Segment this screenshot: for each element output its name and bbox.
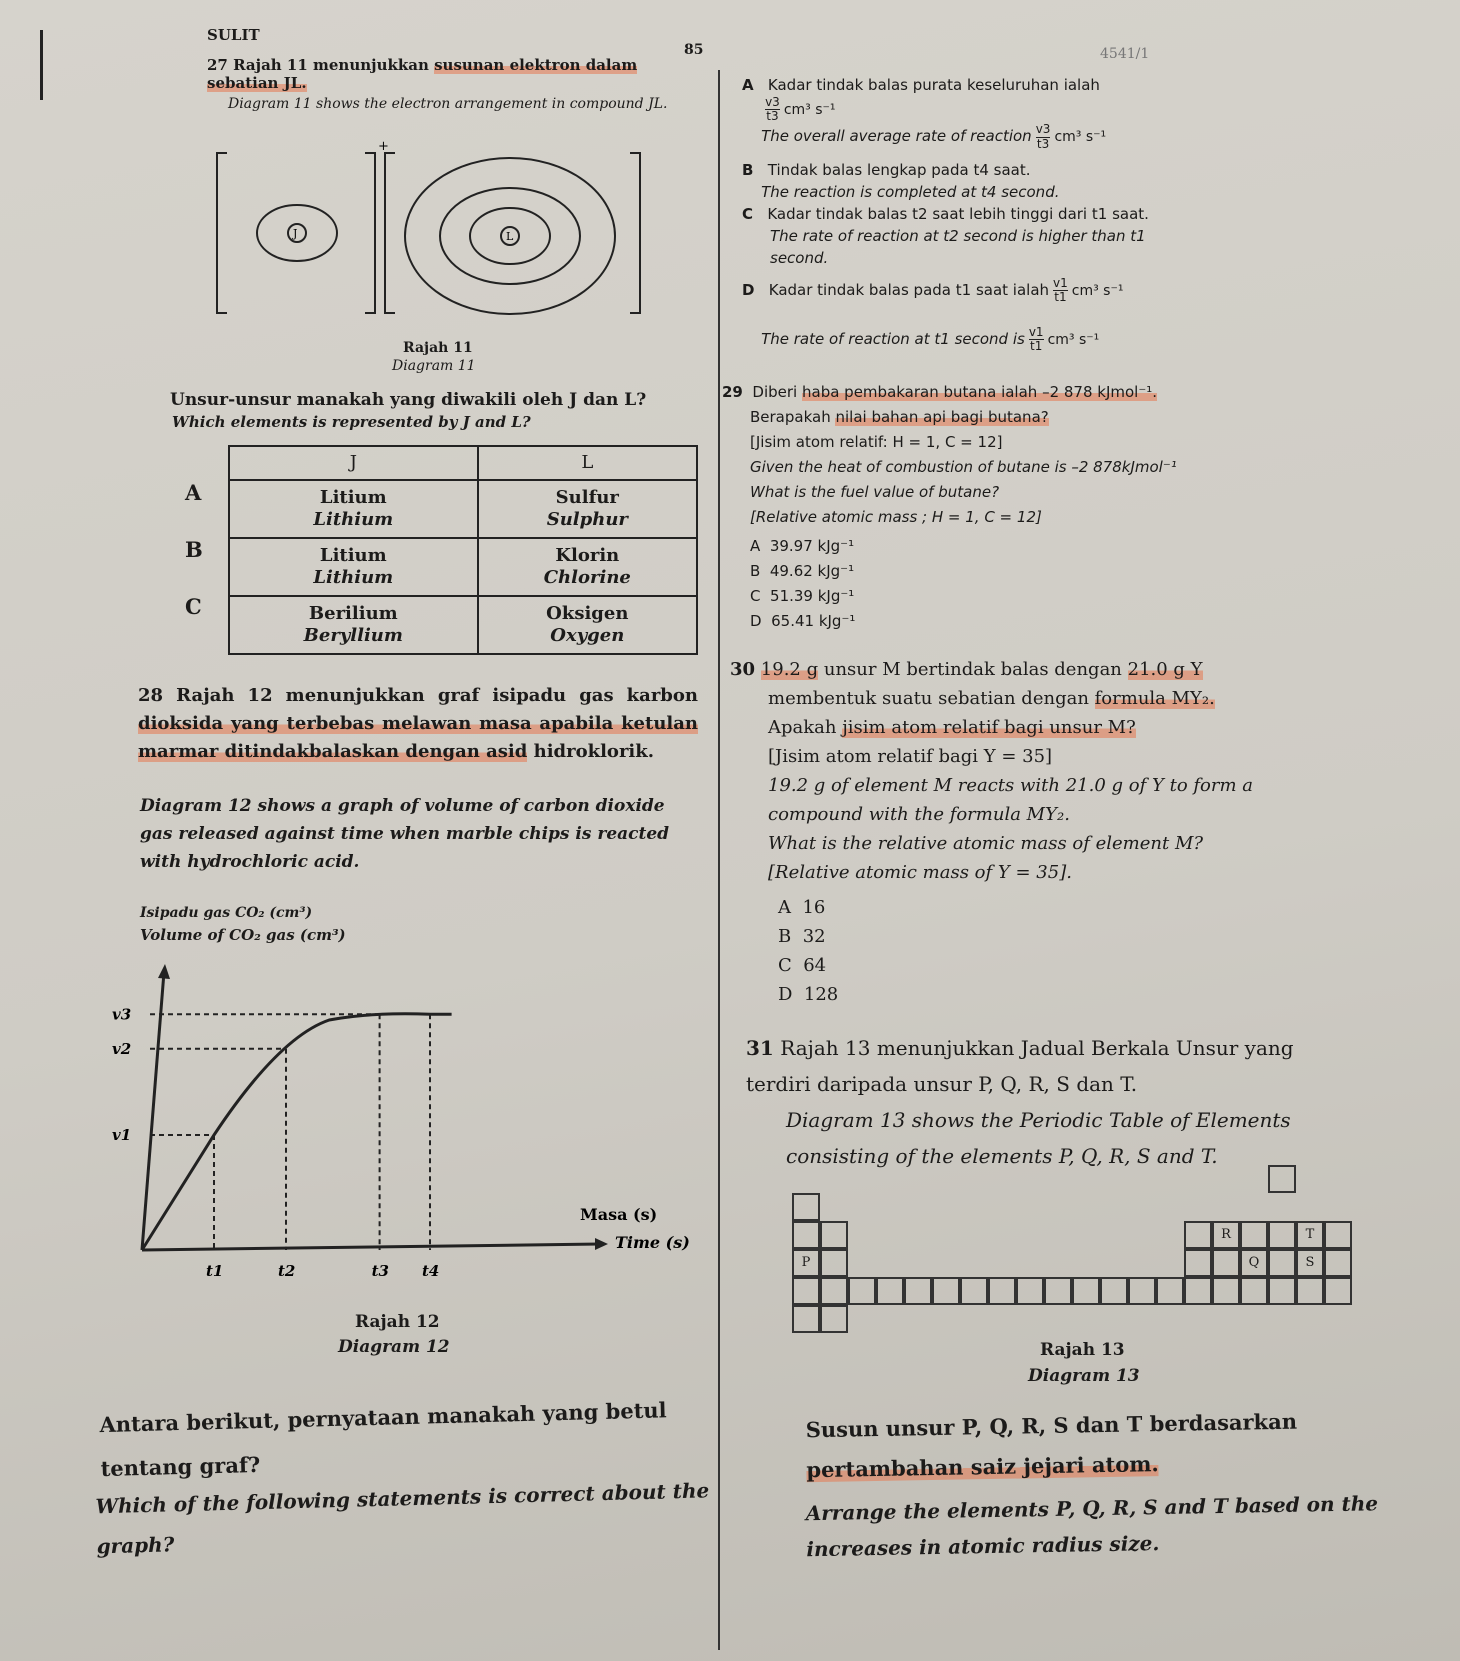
table-cell <box>820 1221 848 1249</box>
x-axis <box>142 1244 600 1250</box>
q30-option-a[interactable]: A 16 <box>778 897 826 918</box>
table-cell <box>1268 1249 1296 1277</box>
table-cell <box>988 1277 1016 1305</box>
table-cell <box>1016 1277 1044 1305</box>
table-cell <box>960 1277 988 1305</box>
element-p: P <box>792 1249 820 1277</box>
table-cell <box>1044 1277 1072 1305</box>
table-cell <box>1268 1277 1296 1305</box>
q30-option-d[interactable]: D 128 <box>778 984 839 1005</box>
sulit-label: SULIT <box>207 26 260 44</box>
diagram-12-caption-en: Diagram 12 <box>338 1337 450 1357</box>
table-cell <box>1072 1277 1100 1305</box>
q31-question-en: Arrange the elements P, Q, R, S and T based on the increases in atomic radius size. <box>805 1491 1379 1562</box>
table-cell <box>904 1277 932 1305</box>
q28-options <box>742 74 1162 354</box>
table-cell <box>1324 1249 1352 1277</box>
q28-question-ms: Antara berikut, pernyataan manakah yang betul tentang graf? <box>99 1397 667 1482</box>
q29-option-b[interactable]: B 49.62 kJg⁻¹ <box>750 562 855 580</box>
col-header-j: J <box>229 446 478 480</box>
option-a-letter[interactable]: A <box>185 480 202 505</box>
co2-volume-graph <box>110 960 710 1280</box>
q28-text-en: Diagram 12 shows a graph of volume of carbon dioxide gas released against time when marble chips is reacted with hydrochloric acid. <box>140 796 670 872</box>
x-tick-label: t3 <box>371 1262 389 1280</box>
option-c-letter[interactable]: C <box>185 594 202 619</box>
diagram-11-caption-en: Diagram 11 <box>392 358 476 374</box>
element-r: R <box>1212 1221 1240 1249</box>
y-tick-label: v1 <box>112 1126 132 1144</box>
q28-option-c[interactable]: C Kadar tindak balas t2 saat lebih tinggi dari t1 saat. The rate of reaction at t2 second is higher than t1 second. <box>742 204 1149 267</box>
y-tick-label: v3 <box>112 1005 132 1024</box>
table-cell <box>1212 1249 1240 1277</box>
table-cell <box>1100 1277 1128 1305</box>
paper-code: 4541/1 <box>1100 46 1150 62</box>
q29-option-d[interactable]: D 65.41 kJg⁻¹ <box>750 612 856 630</box>
q31-text: 31 Rajah 13 menunjukkan Jadual Berkala Unsur yang terdiri daripada unsur P, Q, R, S dan T. Diagram 13 shows the Periodic Table of Elements consisting of the elements P, Q, R, S and T. <box>746 1036 1294 1168</box>
x-axis-label-en: Time (s) <box>615 1233 690 1252</box>
table-cell <box>932 1277 960 1305</box>
table-cell <box>1240 1221 1268 1249</box>
q27-options-table <box>228 445 698 655</box>
page-number: 85 <box>684 42 704 58</box>
q31-question-ms: Susun unsur P, Q, R, S dan T berdasarkan pertambahan saiz jejari atom. <box>805 1408 1298 1483</box>
q28-option-a[interactable]: A Kadar tindak balas purata keseluruhan ialah $\frac{v3}{t3}$ cm³ s⁻¹ The overall average rate of reaction $\frac{v3}{t3}$ cm³ s⁻¹ <box>742 76 1107 151</box>
q27-question-en: Which elements is represented by J and L? <box>172 413 531 431</box>
table-cell <box>1324 1221 1352 1249</box>
table-cell <box>792 1193 820 1221</box>
q28-question-en: Which of the following statements is correct about the graph? <box>95 1478 710 1559</box>
diagram-13-caption-en: Diagram 13 <box>1028 1366 1140 1386</box>
q27-text-ms: 27 Rajah 11 menunjukkan susunan elektron dalam sebatian JL. <box>207 56 638 92</box>
diagram-11-caption-ms: Rajah 11 <box>403 340 473 356</box>
element-s: S <box>1296 1249 1324 1277</box>
q30-option-c[interactable]: C 64 <box>778 955 827 976</box>
table-cell <box>1128 1277 1156 1305</box>
atom-l-label: L <box>506 230 514 243</box>
table-cell <box>820 1277 848 1305</box>
table-cell <box>1184 1249 1212 1277</box>
x-tick-label: t2 <box>278 1262 296 1280</box>
atom-j-label: J <box>293 227 298 240</box>
periodic-table-diagram <box>792 1165 1392 1330</box>
electron-diagram <box>215 138 645 328</box>
table-row[interactable]: Litium Lithium Sulfur Sulphur <box>229 480 697 538</box>
col-header-l: L <box>478 446 697 480</box>
table-cell <box>1240 1277 1268 1305</box>
q28-option-b[interactable]: B Tindak balas lengkap pada t4 saat. The reaction is completed at t4 second. <box>742 160 1060 201</box>
x-tick-label: t4 <box>422 1262 440 1280</box>
q27-question-ms: Unsur-unsur manakah yang diwakili oleh J dan L? <box>170 390 647 410</box>
table-cell <box>876 1277 904 1305</box>
table-cell <box>792 1277 820 1305</box>
table-cell <box>820 1305 848 1333</box>
table-row[interactable]: Litium Lithium Klorin Chlorine <box>229 538 697 596</box>
table-cell <box>1184 1221 1212 1249</box>
q30-option-b[interactable]: B 32 <box>778 926 826 947</box>
table-cell <box>848 1277 876 1305</box>
element-q: Q <box>1240 1249 1268 1277</box>
q29-option-c[interactable]: C 51.39 kJg⁻¹ <box>750 587 855 605</box>
diagram-13-caption-ms: Rajah 13 <box>1040 1340 1125 1360</box>
table-cell <box>1268 1221 1296 1249</box>
page-edge-line <box>40 30 43 100</box>
charge-label: + <box>378 139 389 154</box>
y-axis-label-ms: Isipadu gas CO₂ (cm³) <box>140 905 313 921</box>
q27-text-en: Diagram 11 shows the electron arrangement in compound JL. <box>228 96 668 112</box>
table-cell <box>820 1249 848 1277</box>
table-cell <box>792 1305 820 1333</box>
y-axis-label-en: Volume of CO₂ gas (cm³) <box>140 926 346 944</box>
x-axis-arrow <box>595 1238 608 1250</box>
table-cell <box>1324 1277 1352 1305</box>
option-b-letter[interactable]: B <box>185 537 203 562</box>
table-cell <box>1268 1165 1296 1193</box>
q29-text-ms: 29 Diberi haba pembakaran butana ialah –2 878 kJmol⁻¹. <box>722 383 1158 401</box>
table-cell <box>792 1221 820 1249</box>
diagram-12-caption-ms: Rajah 12 <box>355 1312 440 1332</box>
table-cell <box>1184 1277 1212 1305</box>
table-cell <box>1212 1277 1240 1305</box>
x-tick-label: t1 <box>206 1262 224 1280</box>
q30-block: 30 19.2 g unsur M bertindak balas dengan 21.0 g Y membentuk suatu sebatian dengan formula MY₂. Apakah jisim atom relatif bagi unsur M? [Jisim atom relatif bagi Y = 35] 19.2 g of element M reacts with 21.0 g of Y to form a compound with the formula MY₂. What is the relative atomic mass of element M? [Relative atomic mass of Y = 35]. A 16 B 32 C 64 D 128 <box>730 655 1290 1009</box>
table-row[interactable]: Berilium Beryllium Oksigen Oxygen <box>229 596 697 654</box>
table-cell <box>1296 1277 1324 1305</box>
x-axis-label-ms: Masa (s) <box>580 1205 658 1224</box>
y-tick-label: v2 <box>112 1039 132 1058</box>
table-cell <box>1156 1277 1184 1305</box>
y-axis-arrow <box>158 964 170 979</box>
q28-option-d[interactable]: D Kadar tindak balas pada t1 saat ialah $\frac{v1}{t1}$ cm³ s⁻¹ The rate of reaction at t1 second is $\frac{v1}{t1}$ cm³ s⁻¹ <box>742 275 1124 354</box>
q29-option-a[interactable]: A 39.97 kJg⁻¹ <box>750 537 855 555</box>
q28-text-ms: 28 Rajah 12 menunjukkan graf isipadu gas karbon dioksida yang terbebas melawan masa apabila ketulan marmar ditindakbalaskan dengan asid hidroklorik. <box>138 685 698 762</box>
q29-block: 29 Diberi haba pembakaran butana ialah –2 878 kJmol⁻¹. Berapakah nilai bahan api bagi butana? [Jisim atom relatif: H = 1, C = 12] Given the heat of combustion of butane is –2 878kJmol⁻¹ What is the fuel value of butane? [Relative atomic mass ; H = 1, C = 12] A 39.97 kJg⁻¹ B 49.62 kJg⁻¹ C 51.39 kJg⁻¹ D 65.41 kJg⁻¹ <box>722 380 1222 634</box>
element-t: T <box>1296 1221 1324 1249</box>
